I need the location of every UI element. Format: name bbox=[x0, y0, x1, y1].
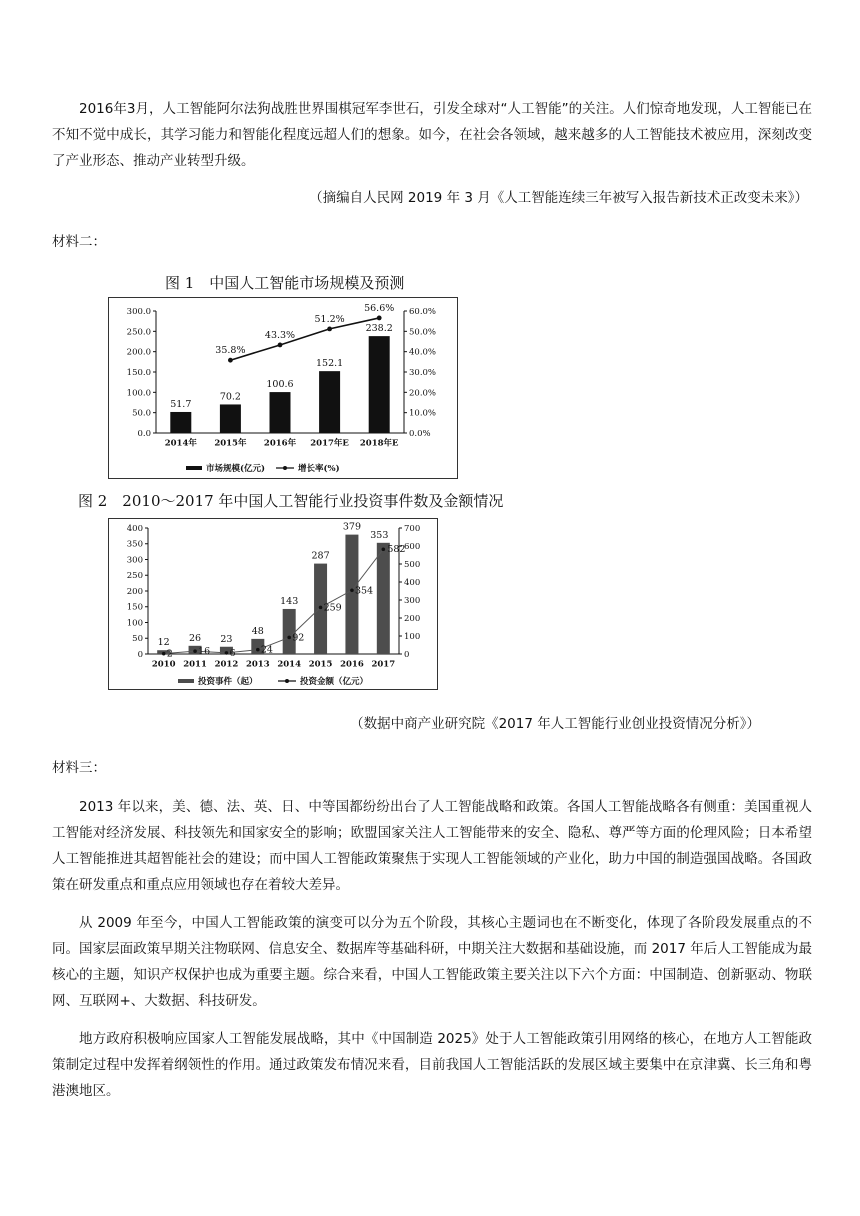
x-tick-label: 2013 bbox=[245, 659, 270, 670]
y-tick-label: 0 bbox=[137, 649, 143, 660]
material1-paragraph: 2016年3月，人工智能阿尔法狗战胜世界围棋冠军李世石，引发全球对“人工智能”的关注。人们惊奇地发现，人工智能已在不知不觉中成长，其学习能力和智能化程度远超人们的想象。如今，在社会各领域，越来越多的人工智能技术被应用，深刻改变了产业形态、推动产业转型升级。 bbox=[52, 101, 812, 169]
legend-line-label: 投资金额（亿元） bbox=[300, 676, 369, 687]
bar-value-label: 23 bbox=[220, 633, 233, 645]
y-tick-label: 100 bbox=[126, 618, 143, 629]
y2-tick-label: 40.0% bbox=[409, 347, 437, 358]
y-tick-label: 350 bbox=[126, 539, 143, 550]
figure2-title: 图 2 2010～2017 年中国人工智能行业投资事件数及金额情况 bbox=[78, 492, 504, 510]
bar bbox=[319, 371, 340, 433]
bar bbox=[170, 412, 191, 433]
line-point bbox=[225, 651, 229, 655]
bar-value-label: 287 bbox=[311, 550, 330, 562]
x-tick-label: 2017 bbox=[371, 659, 396, 670]
line-value-label: 43.3% bbox=[264, 329, 296, 341]
y-tick-label: 200 bbox=[126, 586, 143, 597]
figure1-title: 图 1 中国人工智能市场规模及预测 bbox=[165, 274, 405, 292]
legend-line-marker bbox=[283, 466, 287, 470]
material3-heading: 材料三： bbox=[52, 760, 106, 776]
x-tick-label: 2018年E bbox=[359, 438, 399, 449]
y2-tick-label: 10.0% bbox=[409, 408, 437, 419]
y-tick-label: 400 bbox=[126, 523, 143, 534]
y2-tick-label: 0.0% bbox=[409, 428, 431, 439]
line-point bbox=[382, 547, 386, 551]
line-value-label: 582 bbox=[387, 544, 406, 556]
legend-line-marker bbox=[285, 679, 289, 683]
x-tick-label: 2014年 bbox=[164, 438, 197, 449]
line-value-label: 56.6% bbox=[364, 302, 395, 314]
y2-tick-label: 20.0% bbox=[409, 388, 437, 399]
legend-bar-label: 市场规模(亿元) bbox=[206, 463, 266, 474]
y2-tick-label: 600 bbox=[404, 541, 421, 552]
line-point bbox=[256, 648, 260, 652]
y-tick-label: 0.0 bbox=[137, 428, 151, 439]
line-value-label: 259 bbox=[323, 602, 342, 614]
x-tick-label: 2015 bbox=[308, 659, 333, 670]
line-value-label: 51.2% bbox=[314, 313, 345, 325]
bar bbox=[377, 543, 390, 654]
x-tick-label: 2011 bbox=[183, 659, 207, 670]
line-point bbox=[228, 358, 233, 363]
x-tick-label: 2017年E bbox=[310, 438, 349, 449]
x-tick-label: 2016年 bbox=[263, 438, 297, 449]
bar-value-label: 152.1 bbox=[315, 358, 344, 370]
y-tick-label: 100.0 bbox=[126, 388, 151, 399]
material2-source: （数据中商产业研究院《2017 年人工智能行业创业投资情况分析》） bbox=[350, 716, 760, 732]
line-point bbox=[193, 649, 197, 653]
line-point bbox=[278, 343, 283, 348]
line-value-label: 6 bbox=[229, 647, 236, 659]
line-value-label: 354 bbox=[354, 585, 374, 597]
y-tick-label: 150.0 bbox=[126, 367, 151, 378]
y2-tick-label: 400 bbox=[404, 577, 421, 588]
y2-tick-label: 300 bbox=[404, 595, 421, 606]
y2-tick-label: 50.0% bbox=[409, 327, 437, 338]
bar bbox=[270, 392, 291, 433]
material2-heading: 材料二： bbox=[52, 234, 106, 250]
material3-paragraph-1: 2013 年以来，美、德、法、英、日、中等国都纷纷出台了人工智能战略和政策。各国人工智能战略各有侧重：美国重视人工智能对经济发展、科技领先和国家安全的影响；欧盟国家关注人工智能带来的安全、隐私、尊严等方面的伦理风险；日本希望人工智能推进其超智能社会的建设；而中国人工智能政策聚焦于实现人工智能领域的产业化，助力中国的制造强国战略。各国政策在研发重点和重点应用领域也存在着较大差异。 bbox=[52, 799, 812, 893]
line-point bbox=[350, 588, 354, 592]
x-tick-label: 2012 bbox=[214, 659, 239, 670]
y2-tick-label: 100 bbox=[404, 631, 421, 642]
y-tick-label: 250.0 bbox=[126, 327, 151, 338]
bar-value-label: 379 bbox=[342, 521, 362, 533]
legend-bar-label: 投资事件（起） bbox=[198, 676, 258, 687]
bar bbox=[369, 336, 390, 433]
figure2-chart bbox=[108, 518, 438, 690]
material1-source: （摘编自人民网 2019 年 3 月《人工智能连续三年被写入报告新技术正改变未来》） bbox=[309, 190, 808, 206]
bar-value-label: 238.2 bbox=[365, 323, 393, 335]
line-value-label: 16 bbox=[198, 646, 211, 658]
bar bbox=[220, 404, 241, 433]
y-tick-label: 150 bbox=[126, 602, 143, 613]
y-tick-label: 300.0 bbox=[126, 306, 151, 317]
y-tick-label: 50 bbox=[132, 634, 143, 645]
line-point bbox=[287, 636, 291, 640]
y2-tick-label: 700 bbox=[404, 523, 421, 534]
line-value-label: 24 bbox=[260, 644, 273, 656]
y-tick-label: 50.0 bbox=[132, 408, 151, 419]
bar-value-label: 70.2 bbox=[219, 391, 241, 403]
x-tick-label: 2010 bbox=[151, 659, 176, 670]
y2-tick-label: 500 bbox=[404, 559, 421, 570]
line-point bbox=[319, 606, 323, 610]
series-line bbox=[230, 318, 379, 360]
bar-value-label: 26 bbox=[189, 632, 202, 644]
line-value-label: 2 bbox=[166, 648, 173, 660]
y-tick-label: 200.0 bbox=[126, 347, 151, 358]
x-tick-label: 2016 bbox=[340, 659, 364, 670]
line-point bbox=[377, 316, 382, 321]
legend-line-label: 增长率(%) bbox=[298, 463, 340, 474]
x-tick-label: 2014 bbox=[277, 659, 302, 670]
y2-tick-label: 60.0% bbox=[409, 306, 437, 317]
y2-tick-label: 30.0% bbox=[409, 367, 437, 378]
figure1-chart bbox=[108, 297, 458, 479]
line-point bbox=[327, 326, 332, 331]
bar-value-label: 12 bbox=[157, 637, 170, 649]
material3-paragraph-3: 地方政府积极响应国家人工智能发展战略，其中《中国制造 2025》处于人工智能政策引用网络的核心，在地方人工智能政策制定过程中发挥着纲领性的作用。通过政策发布情况来看，目前我国人工智能活跃的发展区域主要集中在京津冀、长三角和粤港澳地区。 bbox=[52, 1031, 812, 1099]
y2-tick-label: 200 bbox=[404, 613, 421, 624]
x-tick-label: 2015年 bbox=[214, 438, 247, 449]
bar-value-label: 48 bbox=[251, 625, 264, 637]
material3-paragraph-2: 从 2009 年至今，中国人工智能政策的演变可以分为五个阶段，其核心主题词也在不断变化，体现了各阶段发展重点的不同。国家层面政策早期关注物联网、信息安全、数据库等基础科研，中期关注大数据和基础设施，而 2017 年后人工智能成为最核心的主题，知识产权保护也成为重要主题。综合来看，中国人工智能政策主要关注以下六个方面：中国制造、创新驱动、物联网、互联网+、大数据、科技研发。 bbox=[52, 915, 812, 1009]
bar-value-label: 51.7 bbox=[170, 398, 192, 410]
bar-value-label: 143 bbox=[280, 595, 299, 607]
y2-tick-label: 0 bbox=[404, 649, 410, 660]
line-value-label: 35.8% bbox=[215, 345, 246, 357]
bar-value-label: 353 bbox=[370, 529, 389, 541]
bar-value-label: 100.6 bbox=[266, 379, 294, 391]
y-tick-label: 300 bbox=[126, 555, 143, 566]
y-tick-label: 250 bbox=[126, 571, 143, 582]
line-point bbox=[162, 652, 166, 656]
line-value-label: 92 bbox=[292, 632, 305, 644]
